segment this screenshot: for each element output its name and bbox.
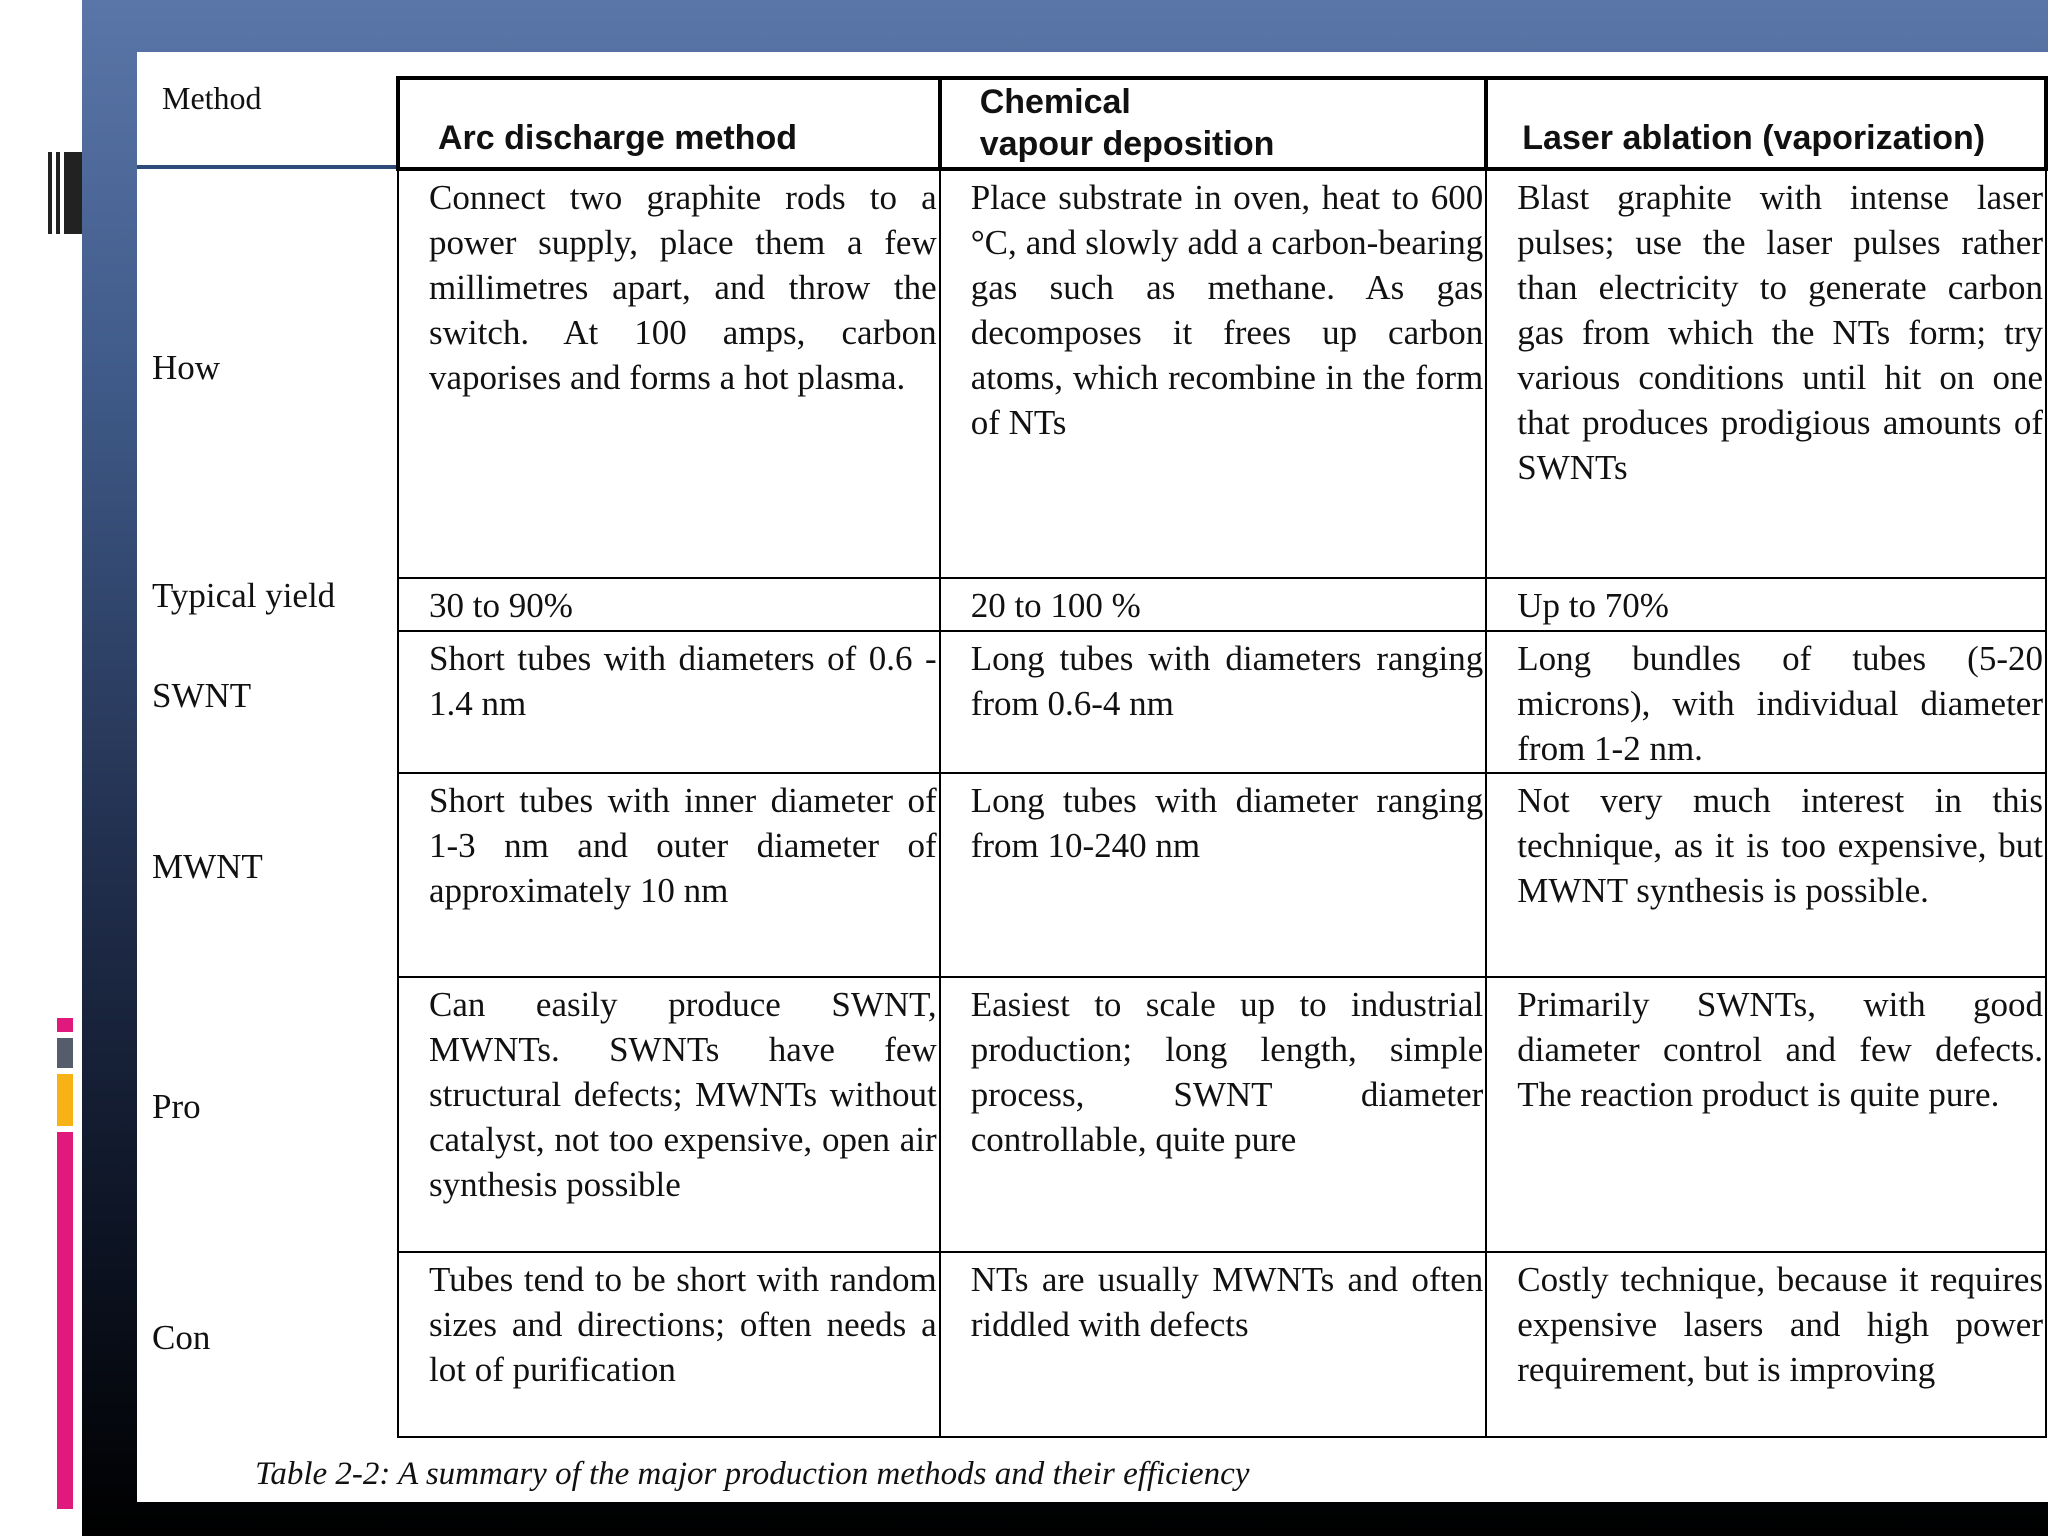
row-label-typical-yield: Typical yield — [152, 576, 336, 615]
table-cell: Connect two graphite rods to a power supply, place them a few millimetres apart, and throw the switch. At 100 amps, carbon vaporises and forms a hot plasma. — [398, 169, 940, 578]
table-cell: 20 to 100 % — [940, 578, 1487, 631]
row-label-con: Con — [152, 1318, 211, 1357]
table-row-typical-yield — [398, 578, 2046, 631]
table-cell: 30 to 90% — [398, 578, 940, 631]
column-header-arc: Arc discharge method — [398, 78, 940, 169]
row-label-swnt: SWNT — [152, 676, 252, 715]
table-cell: Primarily SWNTs, with good diameter control and few defects. The reaction product is quite pure. — [1486, 977, 2046, 1252]
row-label-pro: Pro — [152, 1087, 201, 1126]
table-row-mwnt — [398, 773, 2046, 977]
table-cell: Long tubes with diameter ranging from 10-240 nm — [940, 773, 1487, 977]
table-cell: Not very much interest in this technique, as it is too expensive, but MWNT synthesis is possible. — [1486, 773, 2046, 977]
table-slide — [137, 52, 2048, 1502]
table-cell: Costly technique, because it requires expensive lasers and high power requirement, but is improving — [1486, 1252, 2046, 1437]
decorative-block — [66, 152, 82, 234]
table-cell: Long tubes with diameters ranging from 0.6-4 nm — [940, 631, 1487, 773]
accent-bar-yellow — [57, 1074, 73, 1126]
table-cell: Can easily produce SWNT, MWNTs. SWNTs have few structural defects; MWNTs without catalyst, not too expensive, open air synthesis possible — [398, 977, 940, 1252]
table-cell: Blast graphite with intense laser pulses; use the laser pulses rather than electricity to generate carbon gas from which the NTs form; try various conditions until hit on one that produces prodigious amounts of SWNTs — [1486, 169, 2046, 578]
column-header-cvd: Chemical vapour deposition — [940, 78, 1487, 169]
table-cell: Up to 70% — [1486, 578, 2046, 631]
table-row-how — [398, 169, 2046, 578]
row-label-how: How — [152, 348, 221, 387]
accent-bar-pink-small — [57, 1018, 73, 1032]
table-cell: Easiest to scale up to industrial production; long length, simple process, SWNT diameter controllable, quite pure — [940, 977, 1487, 1252]
accent-bar-gray — [57, 1038, 73, 1068]
row-label-mwnt: MWNT — [152, 847, 263, 886]
table-cell: Short tubes with inner diameter of 1-3 nm and outer diameter of approximately 10 nm — [398, 773, 940, 977]
table-row-pro — [398, 977, 2046, 1252]
table-caption: Table 2-2: A summary of the major production methods and their efficiency — [255, 1456, 1250, 1492]
table-cell: NTs are usually MWNTs and often riddled with defects — [940, 1252, 1487, 1437]
table-cell: Long bundles of tubes (5-20 microns), with individual diameter from 1-2 nm. — [1486, 631, 2046, 773]
table-row-swnt — [398, 631, 2046, 773]
table-cell: Tubes tend to be short with random sizes and directions; often needs a lot of purification — [398, 1252, 940, 1437]
header-underline — [137, 165, 399, 169]
row-header-label: Method — [162, 80, 262, 116]
accent-bar-pink — [57, 1132, 73, 1509]
table-cell: Short tubes with diameters of 0.6 - 1.4 nm — [398, 631, 940, 773]
column-header-laser: Laser ablation (vaporization) — [1486, 78, 2046, 169]
table-cell: Place substrate in oven, heat to 600 °C, and slowly add a carbon-bearing gas such as methane. As gas decomposes it frees up carbon atoms, which recombine in the form of NTs — [940, 169, 1487, 578]
table-header-row — [398, 78, 2046, 169]
methods-table — [396, 76, 2048, 1438]
table-row-con — [398, 1252, 2046, 1437]
